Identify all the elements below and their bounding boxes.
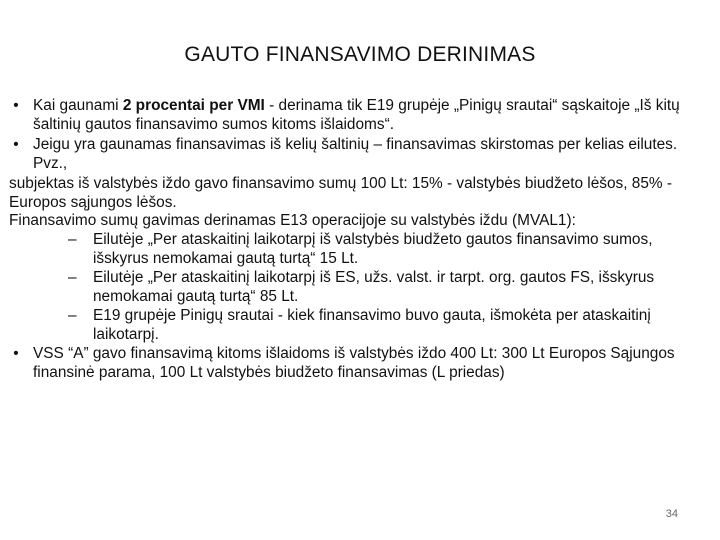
sub-item-text: E19 grupėje Pinigų srautai - kiek finansavimo buvo gauta, išmokėta per ataskaitinį laikotarpį. bbox=[93, 306, 651, 343]
example-paragraph: subjektas iš valstybės iždo gavo finansavimo sumų 100 Lt: 15% - valstybės biudžeto lėšos, 85% - Europos sąjungos lėšos. bbox=[9, 174, 672, 211]
sub-item bbox=[9, 269, 709, 307]
bullet-text-pre: Kai gaunami bbox=[33, 97, 123, 114]
bullet-text-post: - derinama tik E19 grupėje „Pinigų srautai“ sąskaitoje „Iš kitų šaltinių gautos finansavimo sumos kitoms išlaidoms“. bbox=[33, 97, 680, 133]
bullet-marker: • bbox=[13, 97, 19, 114]
sub-item-text: Eilutėje „Per ataskaitinį laikotarpį iš ES, užs. valst. ir tarpt. org. gautos FS, išskyrus nemokamai gautą turtą“ 85 Lt. bbox=[93, 269, 655, 306]
dash-marker: – bbox=[68, 306, 77, 324]
sub-item bbox=[9, 231, 709, 269]
bullet-text-bold: 2 procentai per VMI bbox=[122, 97, 265, 114]
bullet-text: Jeigu yra gaunamas finansavimas iš kelių šaltinių – finansavimas skirstomas per kelias eilutes. Pvz., bbox=[33, 135, 678, 172]
bullet-item bbox=[9, 136, 709, 174]
dash-marker: – bbox=[68, 269, 77, 287]
sub-item-text: Eilutėje „Per ataskaitinį laikotarpį iš valstybės biudžeto gautos finansavimo sumos, išskyrus nemokamai gautą turtą“ 15 Lt. bbox=[93, 231, 653, 268]
page-number: 34 bbox=[665, 508, 678, 520]
derivation-paragraph: Finansavimo sumų gavimas derinamas E13 operacijoje su valstybės iždu (MVAL1): bbox=[9, 212, 576, 230]
bullet-marker: • bbox=[13, 135, 19, 153]
bullet-text: VSS “A” gavo finansavimą kitoms išlaidoms iš valstybės iždo 400 Lt: 300 Lt Europos Sąjungos finansinė parama, 100 Lt valstybės biudžeto finansavimas (L priedas) bbox=[33, 344, 675, 381]
bullet-item bbox=[9, 345, 709, 383]
slide-title: GAUTO FINANSAVIMO DERINIMAS bbox=[184, 43, 536, 66]
sub-item bbox=[9, 307, 709, 345]
slide-content bbox=[9, 97, 709, 384]
bullet-marker: • bbox=[13, 344, 19, 362]
dash-marker: – bbox=[68, 231, 77, 249]
bullet-item bbox=[9, 97, 709, 135]
